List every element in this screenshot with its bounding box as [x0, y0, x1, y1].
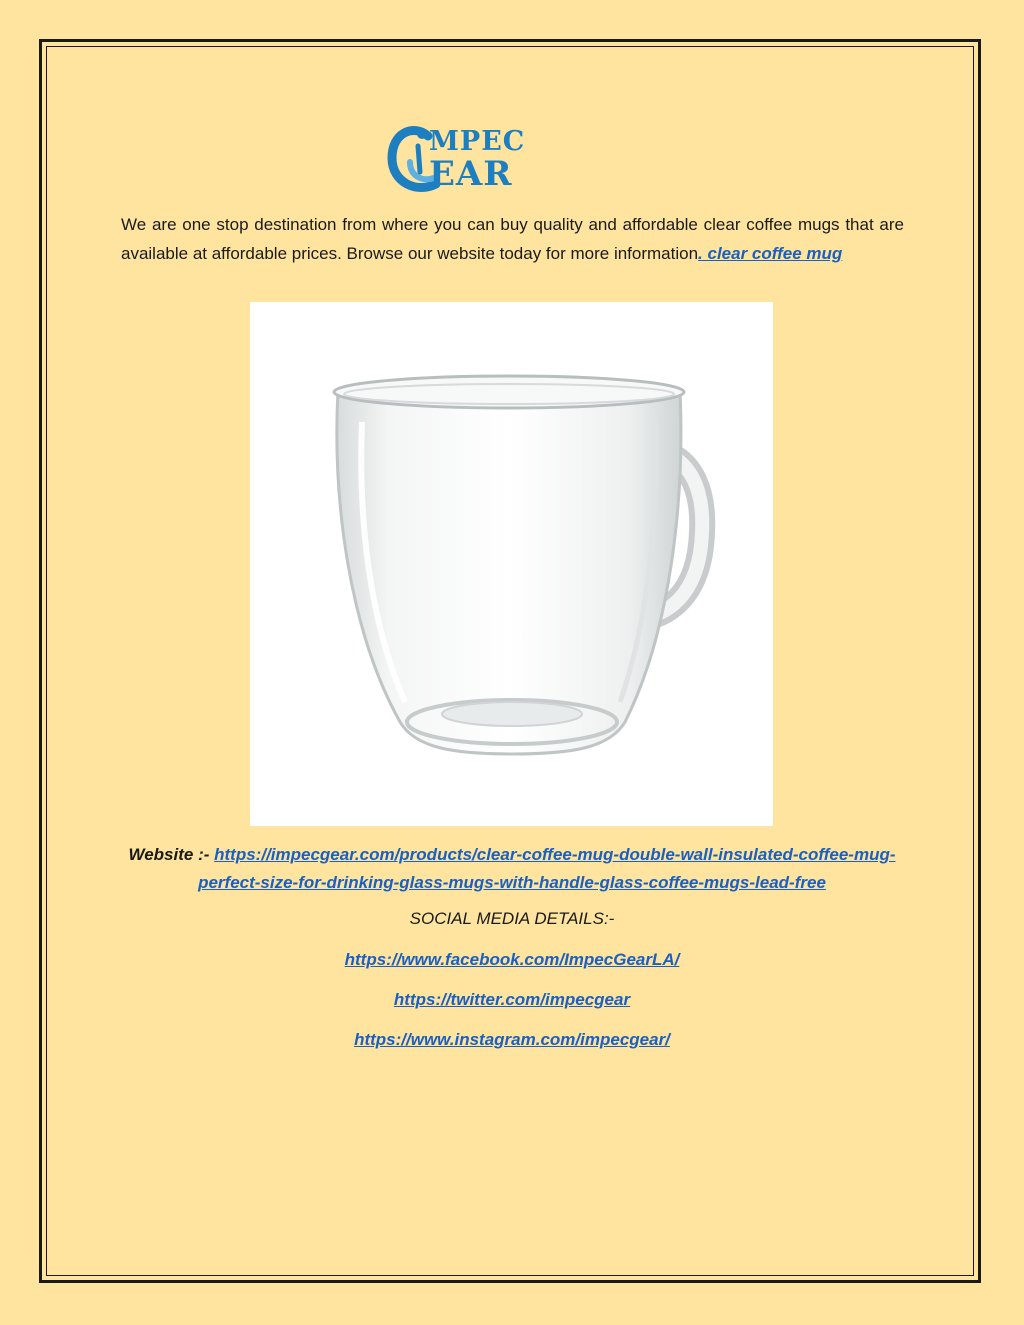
website-line — [100, 841, 924, 897]
intro-paragraph — [121, 210, 904, 268]
clear-mug-image — [250, 302, 773, 826]
product-image — [250, 302, 773, 826]
website-link[interactable]: https://impecgear.com/products/clear-coffee-mug-double-wall-insulated-coffee-mug-perfect-size-for-drinking-glass-mugs-with-handle-glass-coffee-mugs-lead-free — [198, 845, 896, 892]
instagram-line — [100, 1030, 924, 1050]
twitter-link[interactable]: https://twitter.com/impecgear — [393, 990, 631, 1009]
facebook-link[interactable]: https://www.facebook.com/ImpecGearLA/ — [344, 950, 680, 969]
social-media-title: SOCIAL MEDIA DETAILS:- — [409, 909, 615, 928]
intro-text: We are one stop destination from where you can buy quality and affordable clear coffee mugs that are available at affordable prices. Browse our website today for more information — [121, 215, 904, 263]
twitter-line — [100, 990, 924, 1010]
impec-gear-logo — [386, 118, 546, 198]
logo-text-bottom: EAR — [429, 154, 513, 194]
logo-text-top: MPEC — [429, 126, 526, 157]
instagram-link[interactable]: https://www.instagram.com/impecgear/ — [354, 1030, 670, 1049]
website-label: Website :- — [128, 845, 210, 864]
clear-coffee-mug-link[interactable]: . clear coffee mug — [698, 244, 843, 263]
facebook-line — [100, 950, 924, 970]
